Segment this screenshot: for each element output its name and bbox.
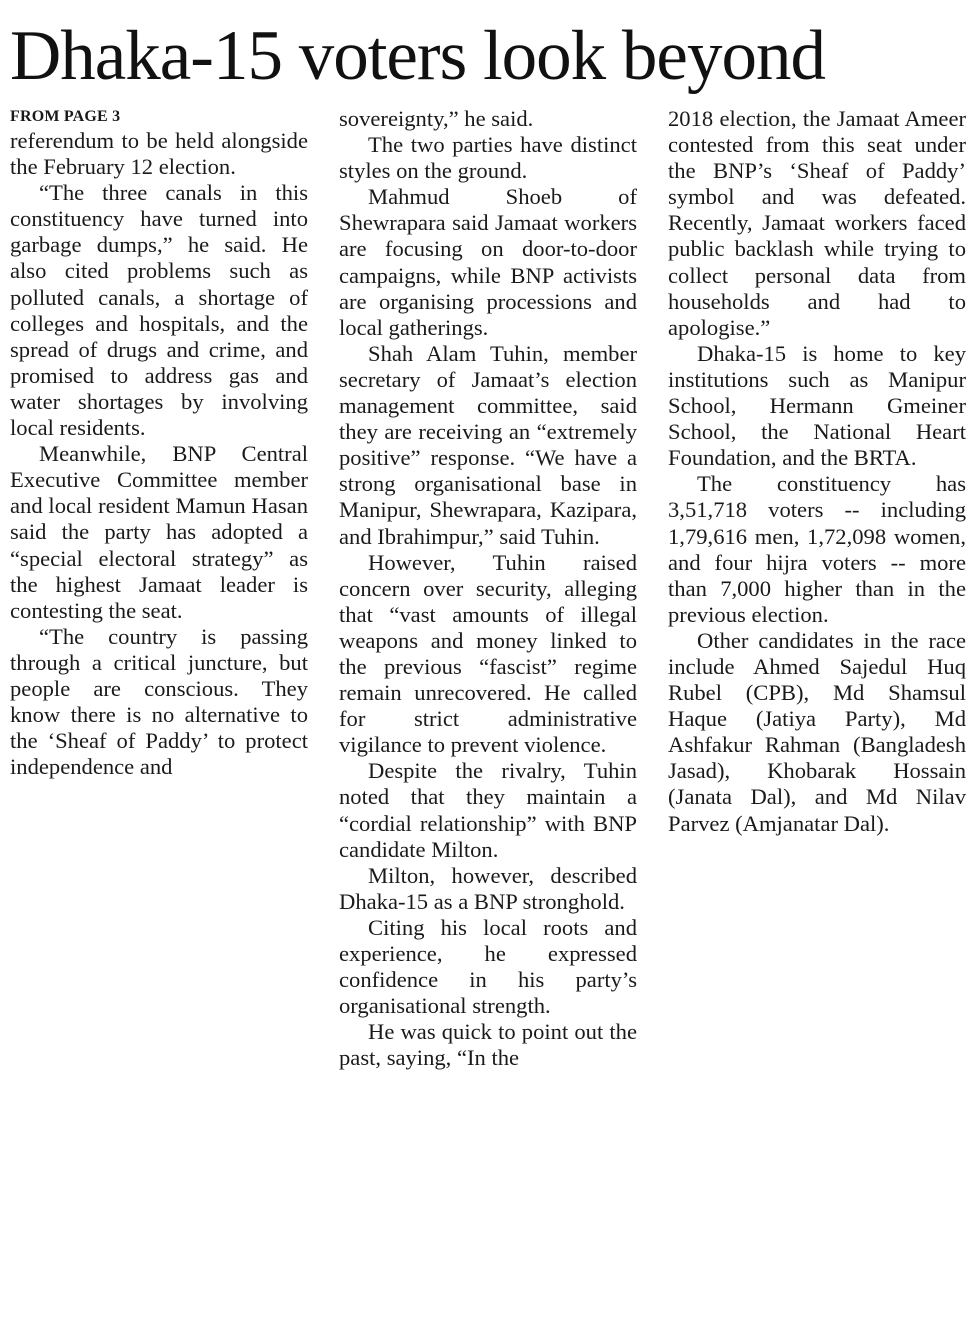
paragraph: sovereignty,” he said. — [339, 106, 534, 131]
from-page-kicker: FROM PAGE 3 — [10, 108, 121, 125]
paragraph: Citing his local roots and experience, he expressed confidence in his party’s organisational strength. — [339, 914, 637, 1019]
paragraph: Meanwhile, BNP Central Executive Committee member and local resident Mamun Hasan said the party has adopted a “special electoral strategy” as the highest Jamaat leader is contesting the seat. — [10, 441, 308, 623]
paragraph: Despite the rivalry, Tuhin noted that they maintain a “cordial relationship” with BNP candidate Milton. — [339, 758, 637, 862]
paragraph: “The three canals in this constituency have turned into garbage dumps,” he said. He also cited problems such as polluted canals, a shortage of colleges and hospitals, and the spread of drugs and crime, and promised to address gas and water shortages by involving local residents. — [10, 180, 308, 441]
paragraph: Shah Alam Tuhin, member secretary of Jamaat’s election management committee, said they are receiving an “extremely positive” response. “We have a strong organisational base in Manipur, Shewrapara, Kazipara, and Ibrahimpur,” said Tuhin. — [339, 340, 637, 549]
paragraph: “The country is passing through a critical juncture, but people are conscious. They know there is no alternative to the ‘Sheaf of Paddy’ to protect independence and — [10, 623, 308, 780]
headline: Dhaka-15 voters look beyond — [10, 17, 825, 95]
paragraph: The two parties have distinct styles on the ground. — [339, 132, 637, 184]
paragraph: Dhaka-15 is home to key institutions such as Manipur School, Hermann Gmeiner School, the National Heart Foundation, and the BRTA. — [668, 340, 966, 471]
article-column-2 — [339, 106, 637, 1071]
article-column-1 — [10, 106, 308, 780]
article-column-3 — [668, 106, 966, 837]
paragraph: However, Tuhin raised concern over security, alleging that “vast amounts of illegal weapons and money linked to the previous “fascist” regime remain unrecovered. He called for strict administrative vigilance to prevent violence. — [339, 549, 637, 758]
paragraph: He was quick to point out the past, saying, “In the — [339, 1019, 637, 1071]
paragraph: 2018 election, the Jamaat Ameer contested from this seat under the BNP’s ‘Sheaf of Paddy’ symbol and was defeated. Recently, Jamaat workers faced public backlash while trying to collect personal data from households and had to apologise.” — [668, 106, 966, 340]
paragraph: Mahmud Shoeb of Shewrapara said Jamaat workers are focusing on door-to-door campaigns, while BNP activists are organising processions and local gatherings. — [339, 184, 637, 340]
paragraph: referendum to be held alongside the February 12 election. — [10, 128, 308, 180]
paragraph: The constituency has 3,51,718 voters -- including 1,79,616 men, 1,72,098 women, and four hijra voters -- more than 7,000 higher than in the previous election. — [668, 471, 966, 627]
paragraph: Milton, however, described Dhaka-15 as a BNP stronghold. — [339, 862, 637, 914]
paragraph: Other candidates in the race include Ahmed Sajedul Huq Rubel (CPB), Md Shamsul Haque (Jatiya Party), Md Ashfakur Rahman (Bangladesh Jasad), Khobarak Hossain (Janata Dal), and Md Nilav Parvez (Amjanatar Dal). — [668, 627, 966, 836]
